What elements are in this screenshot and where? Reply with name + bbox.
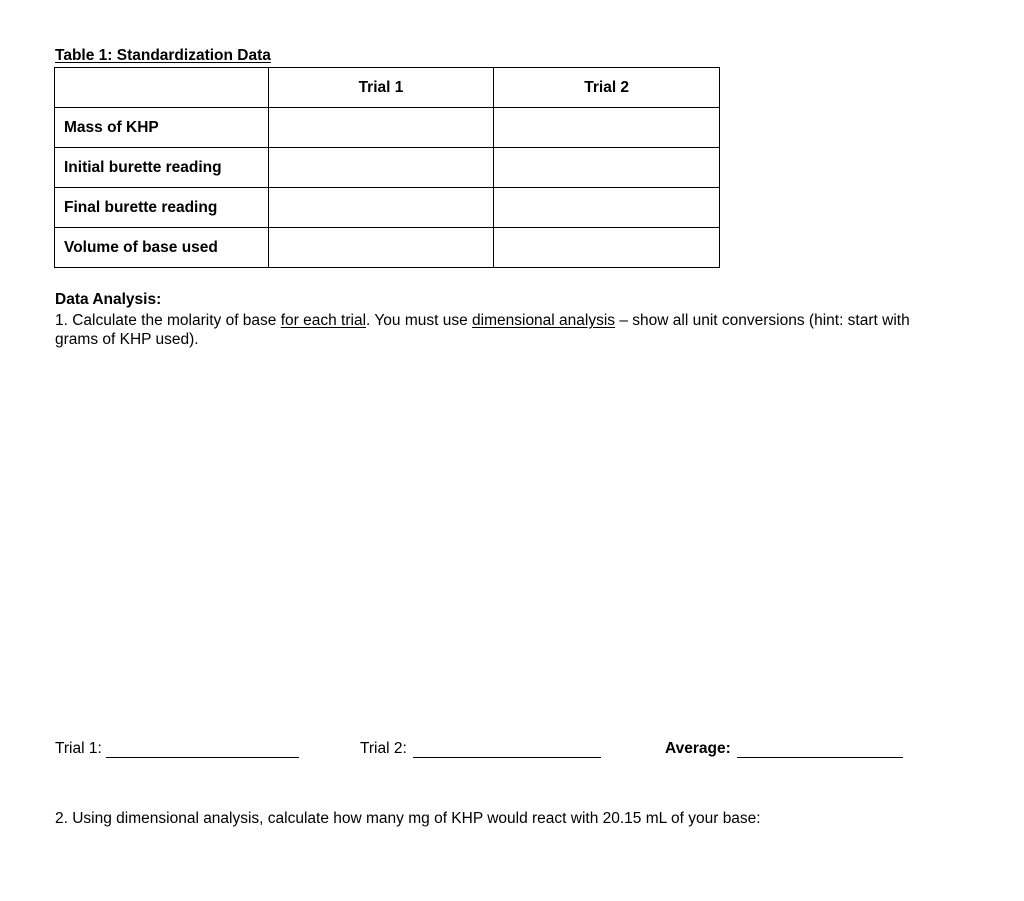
row-label-final-burette: Final burette reading bbox=[55, 188, 269, 228]
cell-volume-trial-2[interactable] bbox=[494, 228, 720, 268]
question-1-emphasis-each-trial: for each trial bbox=[280, 312, 367, 329]
cell-volume-trial-1[interactable] bbox=[268, 228, 494, 268]
answer-trial-1-blank[interactable] bbox=[106, 741, 299, 758]
answer-trial-1-label: Trial 1: bbox=[55, 740, 102, 757]
row-label-mass-of-khp: Mass of KHP bbox=[55, 108, 269, 148]
row-label-initial-burette: Initial burette reading bbox=[55, 148, 269, 188]
table-row bbox=[55, 188, 720, 228]
header-trial-1: Trial 1 bbox=[268, 68, 494, 108]
header-blank-cell bbox=[55, 68, 269, 108]
answer-average-label: Average: bbox=[665, 740, 731, 757]
question-2: 2. Using dimensional analysis, calculate how many mg of KHP would react with 20.15 mL of your base: bbox=[55, 810, 761, 827]
question-1-emphasis-dimensional-analysis: dimensional analysis bbox=[472, 312, 616, 329]
row-label-volume-base: Volume of base used bbox=[55, 228, 269, 268]
cell-final-trial-2[interactable] bbox=[494, 188, 720, 228]
header-trial-2: Trial 2 bbox=[494, 68, 720, 108]
question-1 bbox=[55, 311, 935, 349]
cell-mass-trial-1[interactable] bbox=[268, 108, 494, 148]
standardization-table bbox=[54, 67, 720, 268]
table-header-row bbox=[55, 68, 720, 108]
answer-trial-2 bbox=[360, 740, 601, 758]
question-1-prefix: 1. Calculate the molarity of base bbox=[55, 312, 281, 329]
question-1-suffix: – show all unit conversions (hint: start with grams of KHP used). bbox=[55, 312, 910, 348]
cell-initial-trial-1[interactable] bbox=[268, 148, 494, 188]
cell-initial-trial-2[interactable] bbox=[494, 148, 720, 188]
answer-trial-2-label: Trial 2: bbox=[360, 740, 407, 757]
table-row bbox=[55, 228, 720, 268]
cell-final-trial-1[interactable] bbox=[268, 188, 494, 228]
answer-average bbox=[665, 740, 903, 758]
answer-trial-1 bbox=[55, 740, 299, 758]
table-caption: Table 1: Standardization Data bbox=[55, 47, 271, 64]
cell-mass-trial-2[interactable] bbox=[494, 108, 720, 148]
data-analysis-heading: Data Analysis: bbox=[55, 291, 162, 308]
table-row bbox=[55, 108, 720, 148]
table-row bbox=[55, 148, 720, 188]
question-1-middle: . You must use bbox=[366, 312, 473, 329]
answer-average-blank[interactable] bbox=[737, 741, 903, 758]
answer-trial-2-blank[interactable] bbox=[413, 741, 601, 758]
